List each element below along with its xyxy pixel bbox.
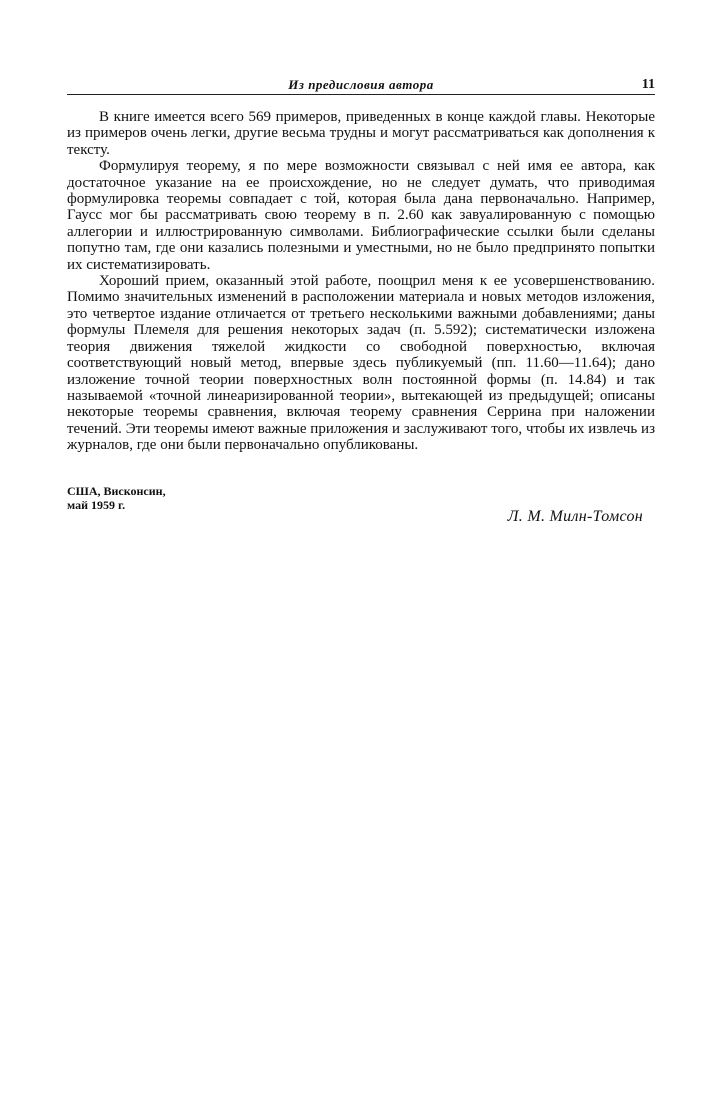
paragraph-examples: В книге имеется всего 569 примеров, приведенных в конце каждой главы. Некоторые из примеров очень легки, другие весьма трудны и могут рассматриваться как дополнения к тексту. — [67, 109, 655, 158]
signature-block — [67, 484, 655, 544]
place-date — [67, 484, 166, 512]
author-signature: Л. М. Милн-Томсон — [507, 507, 643, 525]
page-number: 11 — [641, 77, 655, 92]
running-header — [67, 70, 655, 95]
paragraph-fourth-edition: Хороший прием, оказанный этой работе, поощрил меня к ее усовершенствованию. Помимо значительных изменений в расположении материала и новых методов изложения, это четвертое издание отличается от третьего несколькими важными добавлениями; даны формулы Племеля для решения некоторых задач (п. 5.592); систематически изложена теория движения тяжелой жидкости со свободной поверхностью, включая соответствующий новый метод, впервые здесь публикуемый (пп. 11.60—11.64); дано изложение точной теории поверхностных волн постоянной формы (п. 14.84) и так называемой «точной линеаризированной теории», вытекающей из предыдущей; описаны некоторые теоремы сравнения, включая теорему сравнения Серрина при наложении течений. Эти теоремы имеют важные приложения и заслуживают того, чтобы их извлечь из журналов, где они были первоначально опубликованы. — [67, 273, 655, 454]
place: США, Висконсин, — [67, 483, 166, 498]
date: май 1959 г. — [67, 497, 126, 512]
running-title: Из предисловия автора — [288, 77, 434, 92]
document-page — [67, 70, 655, 544]
paragraph-theorem-naming: Формулируя теорему, я по мере возможности связывал с ней имя ее автора, как достаточное указание на ее происхождение, но не следует думать, что приводимая формулировка теоремы совпадает с той, которая была дана первоначально. Например, Гаусс мог бы рассматривать свою теорему в п. 2.60 как завуалированную с помощью аллегории и иллюстрированную символами. Библиографические ссылки были сделаны попутно там, где они казались полезными и уместными, но не было предпринято попытки их систематизировать. — [67, 158, 655, 273]
body-text — [67, 109, 655, 454]
